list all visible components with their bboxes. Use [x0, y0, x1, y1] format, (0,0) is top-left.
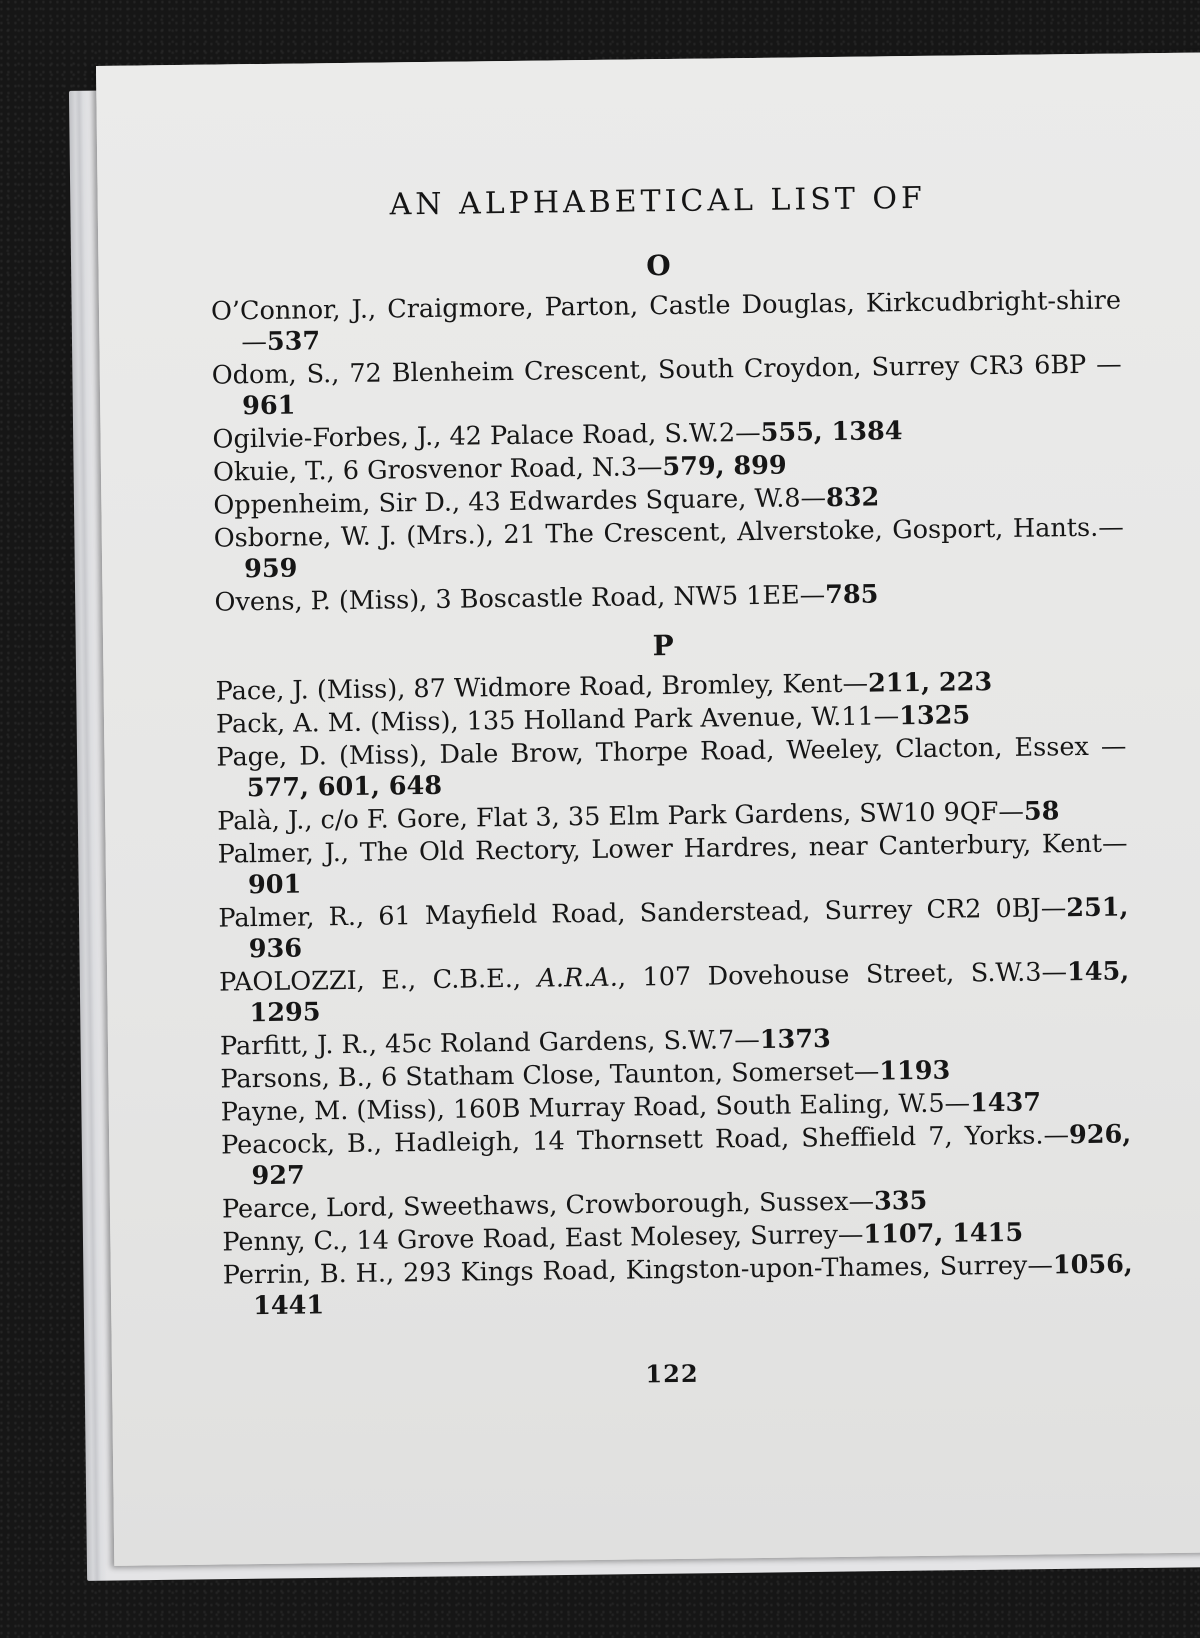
- list-item: Pack, A. M. (Miss), 135 Holland Park Avenue, W.11—1325: [215, 700, 971, 740]
- list-item: Osborne, W. J. (Mrs.), 21 The Crescent, Alverstoke, Gosport, Hants.—959: [213, 512, 1124, 585]
- list-item: Penny, C., 14 Grove Road, East Molesey, Surrey—1107, 1415: [222, 1217, 1024, 1258]
- list-item: Oppenheim, Sir D., 43 Edwardes Square, W.8—832: [213, 482, 880, 521]
- entries-p: [215, 665, 1133, 1324]
- list-item: Pace, J. (Miss), 87 Widmore Road, Bromley, Kent—211, 223: [215, 667, 993, 707]
- section-letter-o: O: [646, 248, 671, 283]
- list-item: Parfitt, J. R., 45c Roland Gardens, S.W.7—1373: [219, 1024, 831, 1062]
- list-item: Page, D. (Miss), Dale Brow, Thorpe Road, Weeley, Clacton, Essex —577, 601, 648: [216, 731, 1127, 804]
- list-item: Palmer, J., The Old Rectory, Lower Hardres, near Canterbury, Kent—901: [217, 828, 1128, 901]
- list-item: O’Connor, J., Craigmore, Parton, Castle Douglas, Kirkcudbright-shire—537: [210, 285, 1122, 358]
- entries-o: [211, 285, 1125, 620]
- page-number: 122: [645, 1358, 699, 1389]
- list-item: Parsons, B., 6 Statham Close, Taunton, Somerset—1193: [220, 1055, 951, 1095]
- list-item: Ogilvie-Forbes, J., 42 Palace Road, S.W.2—555, 1384: [212, 416, 903, 455]
- section-letter-p: P: [652, 628, 674, 663]
- list-item: Perrin, B. H., 293 Kings Road, Kingston-upon-Thames, Surrey—1056, 1441: [222, 1249, 1133, 1322]
- list-item: Odom, S., 72 Blenheim Crescent, South Croydon, Surrey CR3 6BP —961: [211, 349, 1122, 422]
- list-item: Palmer, R., 61 Mayfield Road, Sanderstead, Surrey CR2 0BJ—251, 936: [218, 892, 1129, 965]
- list-item: Palà, J., c/o F. Gore, Flat 3, 35 Elm Park Gardens, SW10 9QF—58: [217, 796, 1060, 837]
- list-item: Ovens, P. (Miss), 3 Boscastle Road, NW5 1EE—785: [214, 579, 879, 618]
- list-item: Pearce, Lord, Sweethaws, Crowborough, Sussex—335: [221, 1185, 928, 1225]
- running-head: AN ALPHABETICAL LIST OF: [389, 180, 927, 223]
- list-item: PAOLOZZI, E., C.B.E., A.R.A., 107 Dovehouse Street, S.W.3—145, 1295: [219, 956, 1130, 1029]
- list-item: Okuie, T., 6 Grosvenor Road, N.3—579, 899: [212, 450, 787, 488]
- list-item: Payne, M. (Miss), 160B Murray Road, South Ealing, W.5—1437: [220, 1087, 1042, 1128]
- book-page: [96, 52, 1200, 1566]
- list-item: Peacock, B., Hadleigh, 14 Thornsett Road, Sheffield 7, Yorks.—926, 927: [221, 1119, 1132, 1192]
